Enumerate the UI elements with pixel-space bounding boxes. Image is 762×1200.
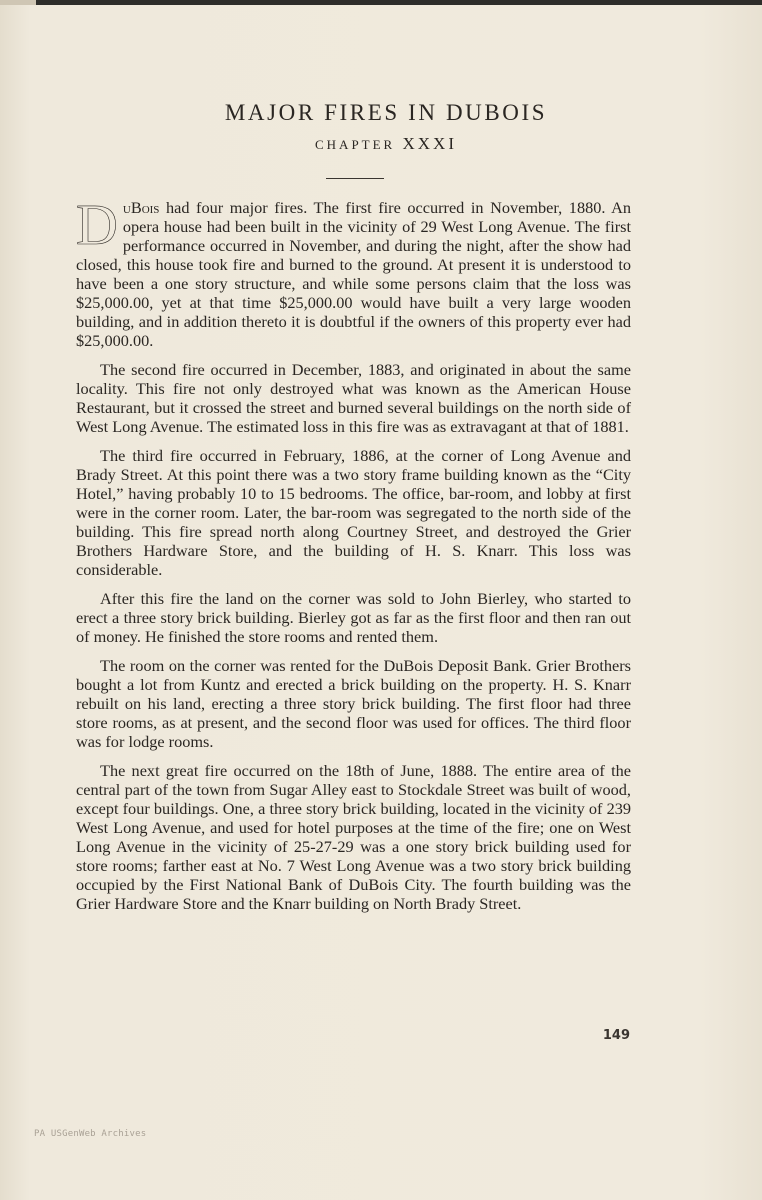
paragraph-1 <box>76 192 631 350</box>
chapter-title: MAJOR FIRES IN DUBOIS <box>224 100 548 125</box>
page-top-edge-corner <box>0 0 36 5</box>
title-divider <box>326 178 384 179</box>
opening-small-caps: uBois <box>122 198 160 217</box>
archive-watermark: PA USGenWeb Archives <box>34 1129 147 1139</box>
chapter-heading <box>0 134 762 154</box>
paragraph-2: The second fire occurred in December, 1883, and originated in about the same locality. This fire not only destroyed what was known as the American House Restaurant, but it crossed the street and burned several buildings on the north side of West Long Avenue. The estimated loss in this fire was as extravagant at that of 1881. <box>76 360 631 436</box>
paragraph-5: The room on the corner was rented for the DuBois Deposit Bank. Grier Brothers bought a lot from Kuntz and erected a brick building on the property. H. S. Knarr rebuilt on his land, erecting a three story brick building. The first floor had three store rooms, as at present, and the second floor was used for offices. The third floor was for lodge rooms. <box>76 656 631 751</box>
chapter-word: CHAPTER <box>315 137 396 152</box>
paragraph-6: The next great fire occurred on the 18th of June, 1888. The entire area of the central part of the town from Sugar Alley east to Stockdale Street was built of wood, except four buildings. One, a three story brick building, located in the vicinity of 239 West Long Avenue, and used for hotel purposes at the time of the fire; one on West Long Avenue in the vicinity of 25-27-29 was a one story brick building used for store rooms; farther east at No. 7 West Long Avenue was a two story brick building occupied by the First National Bank of DuBois City. The fourth building was the Grier Hardware Store and the Knarr building on North Brady Street. <box>76 761 631 913</box>
page-top-edge <box>0 0 762 5</box>
paragraph-4: After this fire the land on the corner was sold to John Bierley, who started to erect a three story brick building. Bierley got as far as the first floor and then ran out of money. He finished the store rooms and rented them. <box>76 589 631 646</box>
paragraph-3: The third fire occurred in February, 1886, at the corner of Long Avenue and Brady Street. At this point there was a two story frame building known as the “City Hotel,” having probably 10 to 15 bedrooms. The office, bar-room, and lobby at first were in the corner room. Later, the bar-room was segregated to the north side of the building. This fire spread north along Courtney Street, and destroyed the Grier Brothers Hardware Store, and the building of H. S. Knarr. This loss was considerable. <box>76 446 631 579</box>
article-body <box>76 192 631 923</box>
drop-cap: D <box>76 192 118 257</box>
page-number: 149 <box>602 1028 630 1043</box>
chapter-number: XXXI <box>402 134 457 153</box>
paragraph-1-text: had four major fires. The first fire occurred in November, 1880. An opera house had been built in the vicinity of 29 West Long Avenue. The first performance occurred in November, and during the night, after the show had closed, this house took fire and burned to the ground. At present it is understood to have been a one story structure, and while some persons claim that the loss was $25,000.00, yet at that time $25,000.00 would have built a very large wooden building, and in addition thereto it is doubtful if the owners of this property ever had $25,000.00. <box>76 198 631 350</box>
